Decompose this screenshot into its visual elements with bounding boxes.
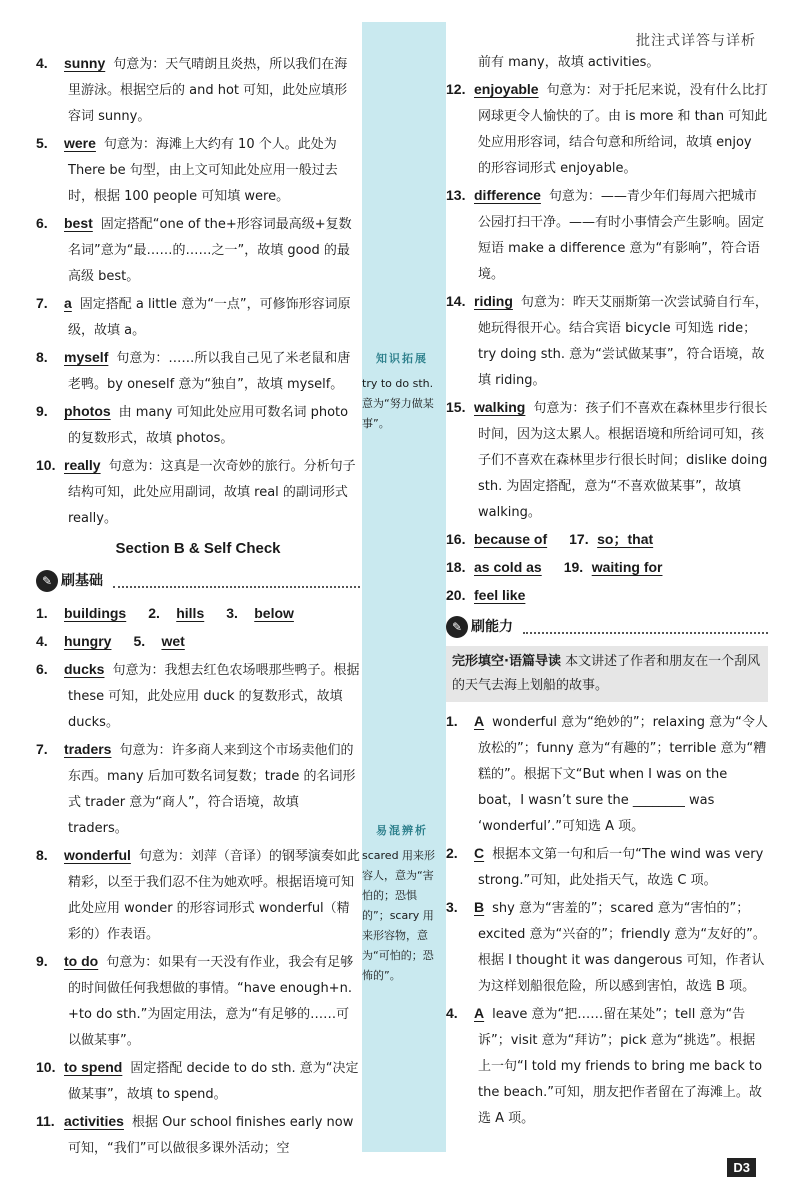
item-answer: walking bbox=[474, 399, 526, 415]
item-number: 4. bbox=[446, 1005, 458, 1021]
continued-text: 前有 many，故填 activities。 bbox=[478, 55, 660, 70]
item-number: 7. bbox=[36, 295, 48, 311]
item-answer: feel like bbox=[474, 587, 526, 603]
answer-list bbox=[446, 708, 768, 1132]
item-answer: activities bbox=[64, 1113, 124, 1129]
answer-item bbox=[446, 76, 768, 182]
answer-item bbox=[36, 736, 360, 842]
answer-item bbox=[446, 708, 768, 840]
item-explanation: 固定搭配“one of the+形容词最高级+复数名词”意为“最……的……之一”，故填 good 的最高级 best。 bbox=[68, 217, 352, 284]
item-number: 4. bbox=[36, 55, 48, 71]
item-explanation: 句意为：这真是一次奇妙的旅行。分析句子结构可知，此处应用副词，故填 real 的副词形式 really。 bbox=[68, 459, 356, 526]
item-number: 19. bbox=[563, 559, 584, 575]
answer-item bbox=[446, 554, 550, 582]
section-title: Section B & Self Check bbox=[115, 540, 281, 557]
answer-item bbox=[569, 526, 661, 554]
item-number: 18. bbox=[446, 559, 466, 575]
item-number: 1. bbox=[446, 713, 458, 729]
answer-list bbox=[36, 50, 360, 532]
item-answer: A bbox=[474, 713, 485, 729]
item-explanation: 固定搭配 decide to do sth. 意为“决定做某事”，故填 to spend。 bbox=[68, 1061, 359, 1102]
item-number: 1. bbox=[36, 605, 48, 621]
badge-label: 刷能力 bbox=[471, 619, 513, 635]
item-number: 2. bbox=[446, 845, 458, 861]
item-number: 13. bbox=[446, 187, 466, 203]
answer-item bbox=[446, 526, 555, 554]
answer-item bbox=[36, 948, 360, 1054]
item-number: 7. bbox=[36, 741, 48, 757]
item-number: 9. bbox=[36, 953, 48, 969]
item-explanation: 句意为：天气晴朗且炎热，所以我们在海里游泳。根据空后的 and hot 可知，此处应填形容词 sunny。 bbox=[68, 57, 348, 124]
badge-label: 刷基础 bbox=[61, 573, 103, 589]
short-answer-row bbox=[446, 526, 746, 610]
answer-list bbox=[36, 656, 360, 1162]
item-number: 11. bbox=[36, 1113, 55, 1129]
item-answer: ducks bbox=[64, 661, 105, 677]
answer-item bbox=[36, 600, 134, 628]
answer-item bbox=[36, 50, 360, 130]
item-number: 12. bbox=[446, 81, 466, 97]
answer-item bbox=[36, 452, 360, 532]
item-number: 5. bbox=[133, 633, 146, 649]
answer-item bbox=[36, 398, 360, 452]
left-column bbox=[36, 50, 360, 1162]
answer-item bbox=[36, 1054, 360, 1108]
item-number: 10. bbox=[36, 457, 56, 473]
answer-item bbox=[36, 290, 360, 344]
item-number: 3. bbox=[446, 899, 458, 915]
item-explanation: 句意为：海滩上大约有 10 个人。此处为 There be 句型，由上文可知此处应用一般过去时，根据 100 people 可知填 were。 bbox=[68, 137, 338, 204]
item-explanation: 由 many 可知此处应用可数名词 photo 的复数形式，故填 photos。 bbox=[68, 405, 349, 446]
item-number: 8. bbox=[36, 847, 48, 863]
item-explanation: 句意为：……所以我自己见了米老鼠和唐老鸭。by oneself 意为“独自”，故填 myself。 bbox=[68, 351, 351, 392]
answer-item bbox=[446, 894, 768, 1000]
answer-item bbox=[36, 842, 360, 948]
item-answer: were bbox=[64, 135, 96, 151]
tip-title-knowledge: 知识拓展 bbox=[376, 352, 428, 365]
item-number: 3. bbox=[226, 605, 238, 621]
item-number: 2. bbox=[148, 605, 160, 621]
item-answer: hills bbox=[176, 605, 205, 621]
page-header-title: 批注式详答与详析 bbox=[636, 33, 756, 49]
dotted-divider bbox=[113, 574, 360, 588]
item-explanation: 句意为：刘萍（音译）的钢琴演奏如此精彩，以至于我们忍不住为她欢呼。根据语境可知此处应用 wonder 的形容词形式 wonderful（精彩的）作表语。 bbox=[68, 849, 360, 942]
tip-note-knowledge: try to do sth. 意为“努力做某事”。 bbox=[362, 377, 434, 430]
item-answer: so；that bbox=[597, 531, 654, 547]
dotted-divider bbox=[523, 620, 768, 634]
item-number: 9. bbox=[36, 403, 48, 419]
item-answer: a bbox=[64, 295, 72, 311]
passage-guide bbox=[446, 646, 768, 702]
item-number: 6. bbox=[36, 661, 48, 677]
item-number: 17. bbox=[569, 531, 589, 547]
answer-item bbox=[36, 628, 119, 656]
item-answer: really bbox=[64, 457, 101, 473]
item-answer: enjoyable bbox=[474, 81, 539, 97]
item-answer: myself bbox=[64, 349, 109, 365]
tip-note-confusion: scared 用来形容人，意为“害怕的；恐惧的”；scary 用来形容物，意为“可怕的；恐怖的”。 bbox=[362, 849, 436, 982]
item-explanation: 句意为：对于托尼来说，没有什么比打网球更令人愉快的了。由 is more 和 than 可知此处应用形容词，结合句意和所给词，故填 enjoy 的形容词形式 enjoyable。 bbox=[478, 83, 768, 176]
answer-item bbox=[446, 394, 768, 526]
answer-item bbox=[446, 1000, 768, 1132]
answer-item bbox=[446, 582, 533, 610]
item-number: 5. bbox=[36, 135, 48, 151]
item-explanation: 句意为：我想去红色农场喂那些鸭子。根据 these 可知，此处应用 duck 的复数形式，故填 ducks。 bbox=[68, 663, 360, 730]
answer-item bbox=[36, 130, 360, 210]
item-answer: wonderful bbox=[64, 847, 131, 863]
answer-item bbox=[133, 628, 192, 656]
item-answer: waiting for bbox=[591, 559, 663, 575]
item-number: 8. bbox=[36, 349, 48, 365]
answer-list bbox=[446, 76, 768, 526]
item-number: 6. bbox=[36, 215, 48, 231]
item-answer: riding bbox=[474, 293, 513, 309]
pencil-icon: ✎ bbox=[36, 570, 58, 592]
item-explanation: 句意为：昨天艾丽斯第一次尝试骑自行车，她玩得很开心。结合宾语 bicycle 可知选 ride；try doing sth. 意为“尝试做某事”，符合语境，故填 riding。 bbox=[478, 295, 768, 388]
item-answer: buildings bbox=[64, 605, 127, 621]
item-answer: hungry bbox=[64, 633, 112, 649]
answer-item bbox=[36, 656, 360, 736]
item-answer: difference bbox=[474, 187, 541, 203]
item-number: 14. bbox=[446, 293, 466, 309]
right-column bbox=[446, 50, 768, 1132]
answer-item bbox=[36, 344, 360, 398]
pencil-icon: ✎ bbox=[446, 616, 468, 638]
answer-item bbox=[36, 210, 360, 290]
answer-item bbox=[446, 288, 768, 394]
passage-text: 本文讲述了作者和朋友在一个刮风的天气去海上划船的故事。 bbox=[452, 654, 761, 693]
item-explanation: 句意为：——青少年们每周六把城市公园打扫干净。——有时小事情会产生影响。固定短语 make a difference 意为“有影响”，符合语境。 bbox=[478, 189, 765, 282]
page-number: D3 bbox=[727, 1158, 756, 1177]
item-answer: to do bbox=[64, 953, 99, 969]
item-explanation: 根据本文第一句和后一句“The wind was very strong.”可知，此处指天气，故选 C 项。 bbox=[478, 847, 764, 888]
item-answer: as cold as bbox=[474, 559, 542, 575]
item-explanation: leave 意为“把……留在某处”；tell 意为“告诉”；visit 意为“拜访”；pick 意为“挑选”。根据上一句“I told my friends to bring me back to the beach.”可知，朋友把作者留在了海滩上。故选 A 项。 bbox=[478, 1007, 763, 1126]
answer-item bbox=[226, 600, 302, 628]
badge-row-ability bbox=[446, 614, 768, 640]
answer-item bbox=[446, 840, 768, 894]
answer-item bbox=[564, 554, 671, 582]
item-answer: because of bbox=[474, 531, 548, 547]
answer-item bbox=[148, 600, 212, 628]
item-answer: sunny bbox=[64, 55, 106, 71]
item-number: 20. bbox=[446, 587, 466, 603]
item-number: 15. bbox=[446, 399, 466, 415]
item-answer: A bbox=[474, 1005, 485, 1021]
item-explanation: shy 意为“害羞的”；scared 意为“害怕的”；excited 意为“兴奋的”；friendly 意为“友好的”。根据 I thought it was dangerous 可知，作者认为这样划船很危险，所以感到害怕，故选 B 项。 bbox=[478, 901, 766, 994]
item-explanation: 根据 Our school finishes early now 可知，“我们”可以做很多课外活动；空 bbox=[68, 1115, 354, 1156]
item-explanation: wonderful 意为“绝妙的”；relaxing 意为“令人放松的”；funny 意为“有趣的”；terrible 意为“糟糕的”。根据下文“But when I was on the boat，I wasn’t sure the ________ was ‘wonderful’.”可知选 A 项。 bbox=[478, 715, 768, 834]
answer-item bbox=[446, 182, 768, 288]
item-number: 4. bbox=[36, 633, 48, 649]
passage-label: 完形填空·语篇导读 bbox=[452, 654, 561, 669]
item-answer: photos bbox=[64, 403, 111, 419]
item-answer: C bbox=[474, 845, 485, 861]
item-explanation: 固定搭配 a little 意为“一点”，可修饰形容词原级，故填 a。 bbox=[68, 297, 351, 338]
answer-item bbox=[36, 1108, 360, 1162]
item-number: 16. bbox=[446, 531, 466, 547]
badge-ability bbox=[446, 614, 517, 640]
item-answer: to spend bbox=[64, 1059, 123, 1075]
item-answer: best bbox=[64, 215, 93, 231]
item-number: 10. bbox=[36, 1059, 56, 1075]
item-answer: B bbox=[474, 899, 485, 915]
item-answer: below bbox=[254, 605, 294, 621]
badge-row-basic bbox=[36, 568, 360, 594]
item-explanation: 句意为：如果有一天没有作业，我会有足够的时间做任何我想做的事情。“have enough+n. +to do sth.”为固定用法，意为“有足够的……可以做某事”。 bbox=[68, 955, 354, 1048]
item-explanation: 句意为：许多商人来到这个市场卖他们的东西。many 后加可数名词复数；trade 的名词形式 trader 意为“商人”，符合语境，故填 traders。 bbox=[68, 743, 356, 836]
item-answer: traders bbox=[64, 741, 112, 757]
short-answer-row bbox=[36, 600, 360, 656]
item-explanation: 句意为：孩子们不喜欢在森林里步行很长时间，因为这太累人。根据语境和所给词可知，孩子们不喜欢在森林里步行很长时间；dislike doing sth. 为固定搭配，意为“不喜欢做某事”，故填 walking。 bbox=[478, 401, 768, 520]
tip-title-confusion: 易混辨析 bbox=[376, 824, 428, 837]
badge-basic bbox=[36, 568, 107, 594]
item-answer: wet bbox=[161, 633, 185, 649]
